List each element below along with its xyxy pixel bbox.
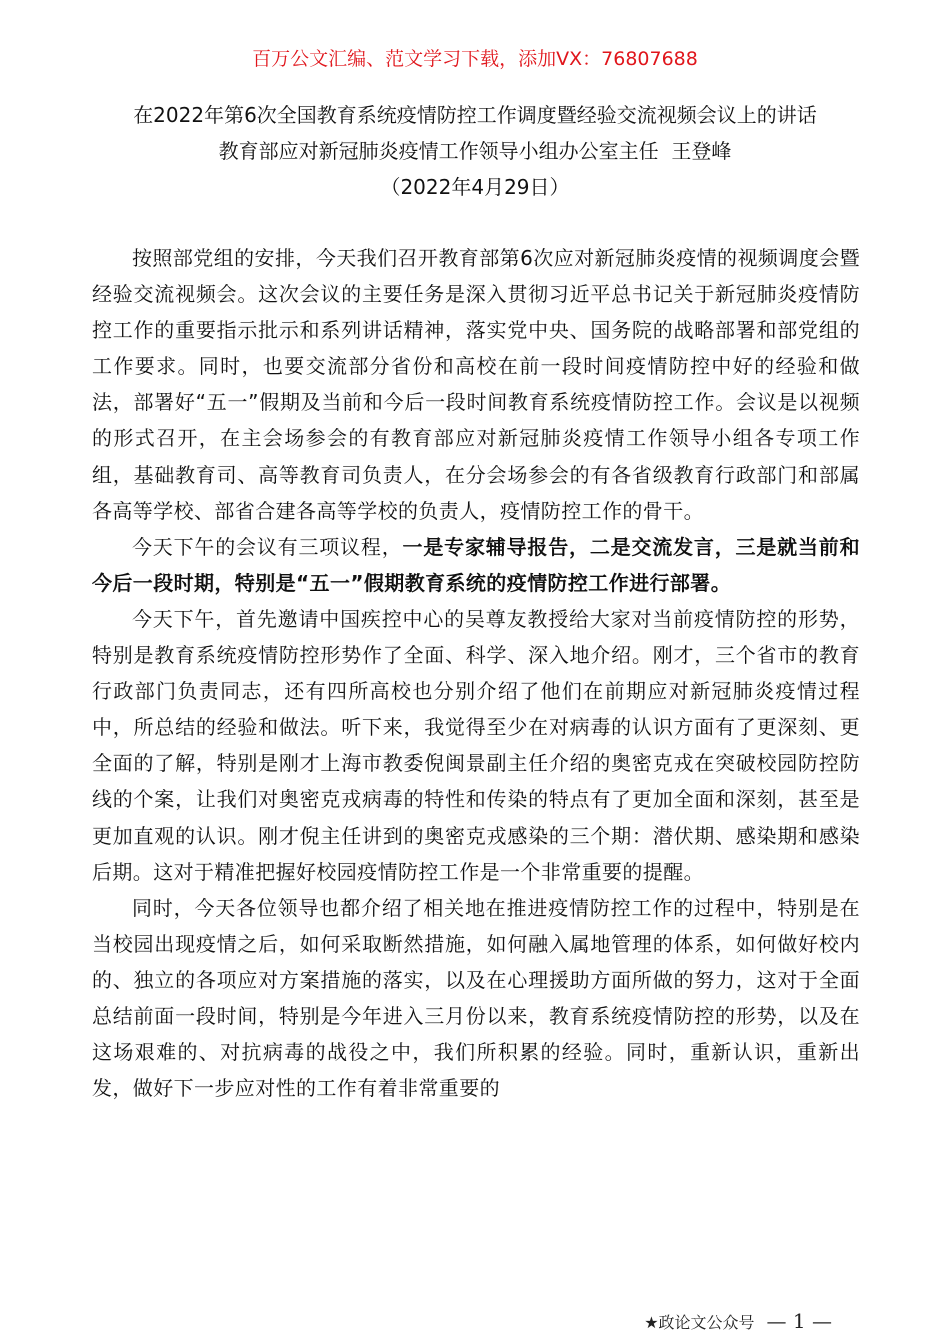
document-body <box>92 240 860 1106</box>
speech-date: （2022年4月29日） <box>380 175 570 199</box>
document-title: 在2022年第6次全国教育系统疫情防控工作调度暨经验交流视频会议上的讲话 <box>133 103 817 127</box>
paragraph-3: 今天下午，首先邀请中国疾控中心的吴尊友教授给大家对当前疫情防控的形势，特别是教育系统疫情防控形势作了全面、科学、深入地介绍。刚才，三个省市的教育行政部门负责同志，还有四所高校也分别介绍了他们在前期应对新冠肺炎疫情过程中，所总结的经验和做法。听下来，我觉得至少在对病毒的认识方面有了更深刻、更全面的了解，特别是刚才上海市教委倪闽景副主任介绍的奥密克戎在突破校园防控防线的个案，让我们对奥密克戎病毒的特性和传染的特点有了更加全面和深刻，甚至是更加直观的认识。刚才倪主任讲到的奥密克戎感染的三个期：潜伏期、感染期和感染后期。这对于精准把握好校园疫情防控工作是一个非常重要的提醒。 <box>92 606 860 884</box>
footer-source: ★政论文公众号 <box>644 1313 755 1332</box>
speaker-line: 教育部应对新冠肺炎疫情工作领导小组办公室主任 王登峰 <box>218 139 732 163</box>
paragraph-2 <box>92 529 860 601</box>
paragraph-2-emphasis: 一是专家辅导报告，二是交流发言，三是就当前和今后一段时期，特别是“五一”假期教育系统的疫情防控工作进行部署。 <box>92 534 860 595</box>
header-banner: 百万公文汇编、范文学习下载，添加VX：76807688 <box>252 48 698 70</box>
paragraph-2-lead: 今天下午的会议有三项议程， <box>132 534 403 559</box>
document-title-block <box>0 97 950 205</box>
page-footer <box>644 1308 832 1336</box>
paragraph-4: 同时，今天各位领导也都介绍了相关地在推进疫情防控工作的过程中，特别是在当校园出现疫情之后，如何采取断然措施，如何融入属地管理的体系，如何做好校内的、独立的各项应对方案措施的落实，以及在心理援助方面所做的努力，这对于全面总结前面一段时间，特别是今年进入三月份以来，教育系统疫情防控的形势，以及在这场艰难的、对抗病毒的战役之中，我们所积累的经验。同时，重新认识，重新出发，做好下一步应对性的工作有着非常重要的 <box>92 895 860 1101</box>
paragraph-1: 按照部党组的安排，今天我们召开教育部第6次应对新冠肺炎疫情的视频调度会暨经验交流视频会。这次会议的主要任务是深入贯彻习近平总书记关于新冠肺炎疫情防控工作的重要指示批示和系列讲话精神，落实党中央、国务院的战略部署和部党组的工作要求。同时，也要交流部分省份和高校在前一段时间疫情防控中好的经验和做法，部署好“五一”假期及当前和今后一段时间教育系统疫情防控工作。会议是以视频的形式召开，在主会场参会的有教育部应对新冠肺炎疫情工作领导小组各专项工作组，基础教育司、高等教育司负责人，在分会场参会的有各省级教育行政部门和部属各高等学校、部省合建各高等学校的负责人，疫情防控工作的骨干。 <box>92 246 860 523</box>
page-number: — 1 — <box>766 1309 832 1333</box>
